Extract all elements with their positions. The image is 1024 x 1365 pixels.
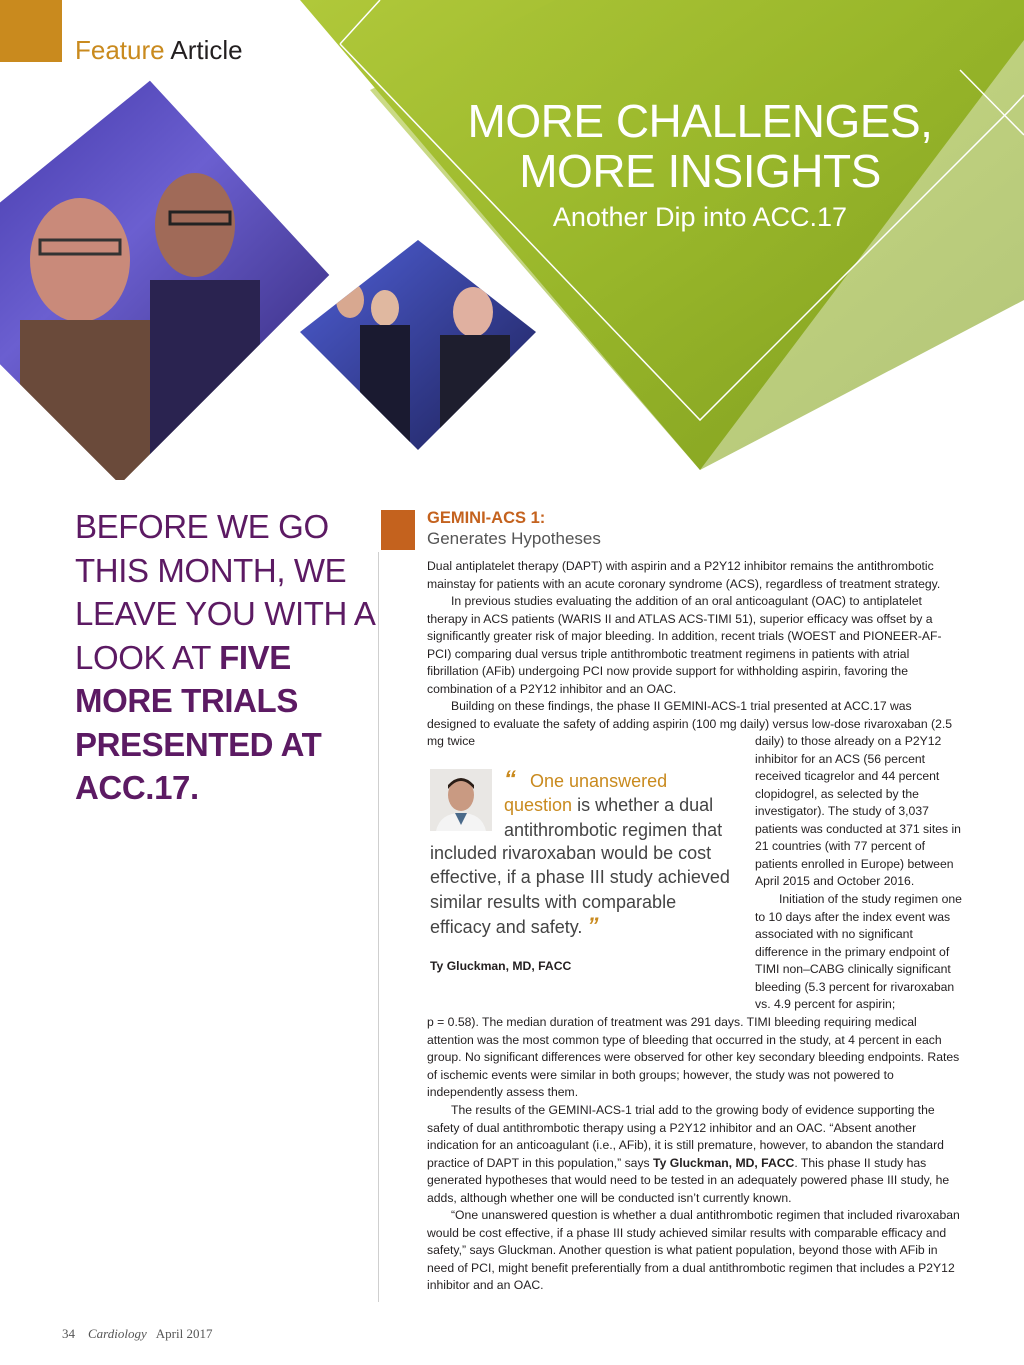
column-divider [378,552,379,1302]
page-folio [62,1326,213,1342]
hero-graphic [0,0,1024,480]
pull-quote-lead: “ One unanswered question is whether a dual antithrombotic regimen that [504,766,723,840]
article-paragraph-5: The results of the GEMINI-ACS-1 trial add to the growing body of evidence supporting the safety of dual antithrombotic therapy using a P2Y12 inhibitor and an OAC. “Absent another indication for an anticoagulant (i.e., AFib), it is still premature, however, to abandon the standard practice of DAPT in this population,” says Ty Gluckman, MD, FACC. This phase II study has generated hypotheses that would need to be tested in an adequately powered phase III study, he adds, although whether one will be conducted isn’t currently known. [427,1103,950,1205]
page-number: 34 [62,1326,75,1341]
title-line-2: MORE INSIGHTS [519,145,881,197]
pull-quote-author: Ty Gluckman, MD, FACC [430,959,572,973]
article-title [430,96,970,196]
kicker-secondary: Article [170,35,243,65]
kicker-color-block [0,0,62,62]
pull-quote-highlight: One unanswered question [504,771,668,816]
article-subtitle: Another Dip into ACC.17 [552,202,848,232]
article-paragraph-3: Building on these findings, the phase II GEMINI-ACS-1 trial presented at ACC.17 was designed to evaluate the safety of adding aspirin (100 mg daily) versus low-dose rivaroxaban (2.5 mg twice [427,699,953,748]
quote-open-icon: “ [504,766,516,793]
author-photo [430,769,492,831]
quote-close-icon: ” [587,912,599,938]
article-paragraph-2: In previous studies evaluating the addition of an oral anticoagulant (OAC) to antiplatelet therapy in ACS patients (WARIS II and ATLAS ACS-TIMI 51), superior efficacy was offset by a significantly greater risk of major bleeding. In addition, recent trials (WOEST and PIONEER-AF-PCI) comparing dual versus triple antithrombotic treatment regimens in patients with atrial fibrillation (AFib) undergoing PCI now provide support for withholding aspirin, favoring the combination of a P2Y12 inhibitor and an OAC. [427,594,942,696]
kicker-primary: Feature [75,35,165,65]
audience-photo-left [0,80,330,480]
article-paragraph-3-continued: daily) to those already on a P2Y12 inhibitor for an ACS (56 percent received ticagrelor and 44 percent clopidogrel, as selected by the investigator). The study of 3,037 patients was conducted at 371 sites in 21 countries (with 77 percent of patients enrolled in Europe) between April 2015 and October 2016. [755,734,961,888]
issue-date: April 2017 [155,1326,213,1341]
pull-headline-regular: BEFORE WE GO THIS MONTH, WE LEAVE YOU WITH A LOOK AT [75,508,374,676]
publication-name: Cardiology [88,1326,147,1341]
kicker-label [75,35,243,66]
quoted-author-name: Ty Gluckman, MD, FACC [653,1155,795,1170]
article-paragraph-1: Dual antiplatelet therapy (DAPT) with aspirin and a P2Y12 inhibitor remains the antithrombotic mainstay for patients with an acute coronary syndrome (ACS), regardless of treatment strategy. [427,559,941,591]
article-paragraph-4: Initiation of the study regimen one to 10 days after the index event was associated with no significant difference in the primary endpoint of TIMI non–CABG clinically significant bleeding (5.3 percent for rivaroxaban vs. 4.9 percent for aspirin; [755,892,962,1011]
title-line-1: MORE CHALLENGES, [467,95,933,147]
article-paragraph-4-continued: p = 0.58). The median duration of treatment was 291 days. TIMI bleeding requiring medical attention was the most common type of bleeding that occurred in the study, at 4 percent in each group. No significant differences were observed for other key secondary bleeding endpoints. Rates of ischemic events were similar in both groups; however, the study was not powered to independently assess them. [427,1015,960,1099]
pull-headline [75,505,375,810]
article-paragraph-6: “One unanswered question is whether a dual antithrombotic regimen that included rivaroxaban would be cost effective, if a phase III study achieved similar results with comparable efficacy and safety,” says Gluckman. Another question is what patient population, beyond those with AFib in need of PCI, might benefit preferentially from a dual antithrombotic regimen that includes a P2Y12 inhibitor and an OAC. [427,1208,960,1292]
section-title: GEMINI-ACS 1: [427,509,546,527]
section-marker [381,510,415,550]
pull-headline-bold: FIVE MORE TRIALS PRESENTED AT ACC.17. [75,638,322,806]
section-subtitle: Generates Hypotheses [427,529,601,548]
audience-photo-right [300,240,540,455]
pull-quote-body: included rivaroxaban would be cost effective, if a phase III study achieved similar results with comparable efficacy and safety. ” [430,843,730,938]
